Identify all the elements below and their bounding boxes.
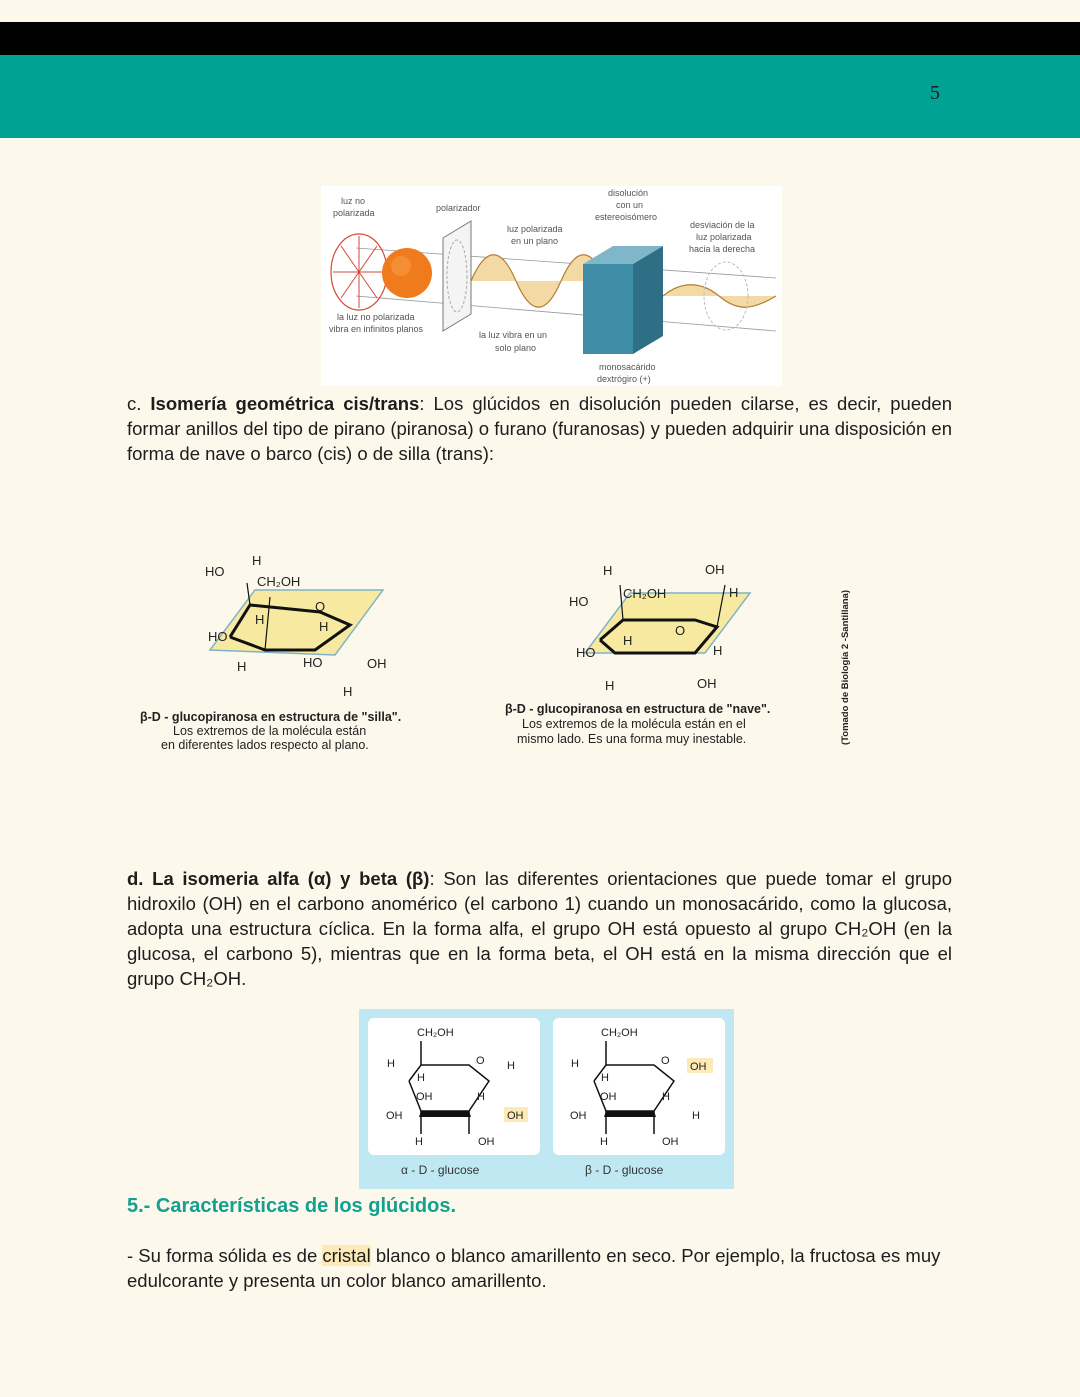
svg-text:luz no: luz no <box>341 196 366 206</box>
svg-text:desviación de la: desviación de la <box>690 220 755 230</box>
svg-text:luz polarizada: luz polarizada <box>696 232 752 242</box>
svg-text:HO: HO <box>205 564 225 579</box>
svg-text:la luz no polarizada: la luz no polarizada <box>337 312 415 322</box>
svg-text:OH: OH <box>416 1091 433 1103</box>
svg-text:O: O <box>476 1055 485 1067</box>
top-black-bar <box>0 22 1080 55</box>
svg-text:CH₂OH: CH₂OH <box>623 586 667 601</box>
svg-text:HO: HO <box>303 655 323 670</box>
svg-text:H: H <box>252 553 262 568</box>
svg-text:polarizada: polarizada <box>333 208 375 218</box>
svg-text:OH: OH <box>697 676 717 691</box>
svg-text:CH₂OH: CH₂OH <box>257 574 301 589</box>
svg-text:con un: con un <box>616 200 644 210</box>
svg-text:H: H <box>507 1060 515 1072</box>
svg-text:H: H <box>713 643 723 658</box>
svg-text:OH: OH <box>662 1136 679 1148</box>
svg-text:OH: OH <box>570 1110 587 1122</box>
svg-text:Los extremos de la molécula es: Los extremos de la molécula están <box>173 724 367 738</box>
svg-text:HO: HO <box>569 594 589 609</box>
svg-text:CH₂OH: CH₂OH <box>601 1027 638 1039</box>
alpha-beta-glucose-figure <box>359 1009 734 1189</box>
svg-text:en un plano: en un plano <box>511 236 559 246</box>
svg-text:Los extremos de la molécula es: Los extremos de la molécula están en el <box>522 717 746 731</box>
svg-text:hacia la derecha: hacia la derecha <box>689 244 756 254</box>
svg-text:β-D - glucopiranosa en estruct: β-D - glucopiranosa en estructura de "silla". <box>140 710 402 724</box>
svg-text:HO: HO <box>576 645 596 660</box>
svg-text:H: H <box>343 684 353 699</box>
svg-text:H: H <box>571 1058 579 1070</box>
paragraph-5: - Su forma sólida es de cristal blanco o blanco amarillento en seco. Por ejemplo, la fructosa es muy edulcorante y presenta un color blanco amarillento. <box>127 1245 941 1291</box>
svg-text:H: H <box>729 585 739 600</box>
svg-text:O: O <box>675 623 686 638</box>
highlighted-word: cristal <box>322 1245 371 1266</box>
svg-text:H: H <box>415 1136 423 1148</box>
svg-text:dextrógiro (+): dextrógiro (+) <box>597 374 651 384</box>
svg-text:luz polarizada: luz polarizada <box>507 224 563 234</box>
svg-text:solo plano: solo plano <box>495 343 537 353</box>
svg-text:OH: OH <box>705 562 725 577</box>
svg-text:H: H <box>605 678 615 693</box>
svg-text:(Tomado de Biología 2 -Santill: (Tomado de Biología 2 -Santillana) <box>840 589 851 745</box>
svg-text:OH: OH <box>600 1091 617 1103</box>
svg-text:α - D - glucose: α - D - glucose <box>401 1163 480 1177</box>
svg-text:H: H <box>600 1136 608 1148</box>
svg-text:β-D - glucopiranosa en estruct: β-D - glucopiranosa en estructura de "nave". <box>505 702 771 716</box>
svg-text:estereoisómero: estereoisómero <box>595 212 658 222</box>
svg-text:OH: OH <box>386 1110 403 1122</box>
paragraph-c-heading: Isomería geométrica cis/trans <box>150 393 420 414</box>
svg-text:H: H <box>387 1058 395 1070</box>
svg-text:O: O <box>315 599 326 614</box>
svg-text:H: H <box>237 659 247 674</box>
page-number: 5 <box>930 82 940 104</box>
svg-text:H: H <box>417 1072 425 1084</box>
svg-text:la luz vibra en un: la luz vibra en un <box>479 330 548 340</box>
svg-text:H: H <box>477 1091 485 1103</box>
svg-text:CH₂OH: CH₂OH <box>417 1027 454 1039</box>
glucopyranose-conformations-figure <box>135 545 855 760</box>
svg-text:OH: OH <box>507 1110 524 1122</box>
svg-text:H: H <box>662 1091 670 1103</box>
svg-text:vibra en infinitos planos: vibra en infinitos planos <box>329 324 424 334</box>
svg-text:H: H <box>603 563 613 578</box>
svg-text:polarizador: polarizador <box>436 203 481 213</box>
svg-text:OH: OH <box>690 1061 707 1073</box>
svg-text:OH: OH <box>478 1136 495 1148</box>
paragraph-d-heading: La isomeria alfa (α) y beta (β) <box>152 868 430 889</box>
svg-text:H: H <box>623 633 633 648</box>
svg-text:H: H <box>255 612 265 627</box>
svg-text:H: H <box>319 619 329 634</box>
svg-text:OH: OH <box>367 656 387 671</box>
section-5-title: 5.- Características de los glúcidos. <box>127 1195 457 1217</box>
svg-text:monosacárido: monosacárido <box>599 362 656 372</box>
paragraph-c: c. Isomería geométrica cis/trans: Los glúcidos en disolución pueden cilarse, es decir, pueden formar anillos del tipo de pirano (piranosa) o furano (furanosas) y pueden adquirir una disposición en forma de nave o barco (cis) o de silla (trans): <box>127 393 952 464</box>
svg-text:disolución: disolución <box>608 188 649 198</box>
svg-text:HO: HO <box>208 629 228 644</box>
svg-text:H: H <box>692 1110 700 1122</box>
svg-text:O: O <box>661 1055 670 1067</box>
svg-text:β - D - glucose: β - D - glucose <box>585 1163 664 1177</box>
svg-text:H: H <box>601 1072 609 1084</box>
polarized-light-figure <box>321 186 782 386</box>
svg-text:mismo lado. Es una forma muy i: mismo lado. Es una forma muy inestable. <box>517 732 747 746</box>
page-header <box>0 55 1080 138</box>
paragraph-d: d. La isomeria alfa (α) y beta (β): Son las diferentes orientaciones que puede tomar el grupo hidroxilo (OH) en el carbono anomérico (el carbono 1) cuando un monosacárido, como la glucosa, adopta una estructura cíclica. En la forma alfa, el grupo OH está opuesto al grupo CH₂OH (en la glucosa, el carbono 5), mientras que en la forma beta, el OH está en la misma dirección que el grupo CH₂OH. <box>127 868 952 989</box>
svg-text:en diferentes lados respecto a: en diferentes lados respecto al plano. <box>161 738 369 752</box>
